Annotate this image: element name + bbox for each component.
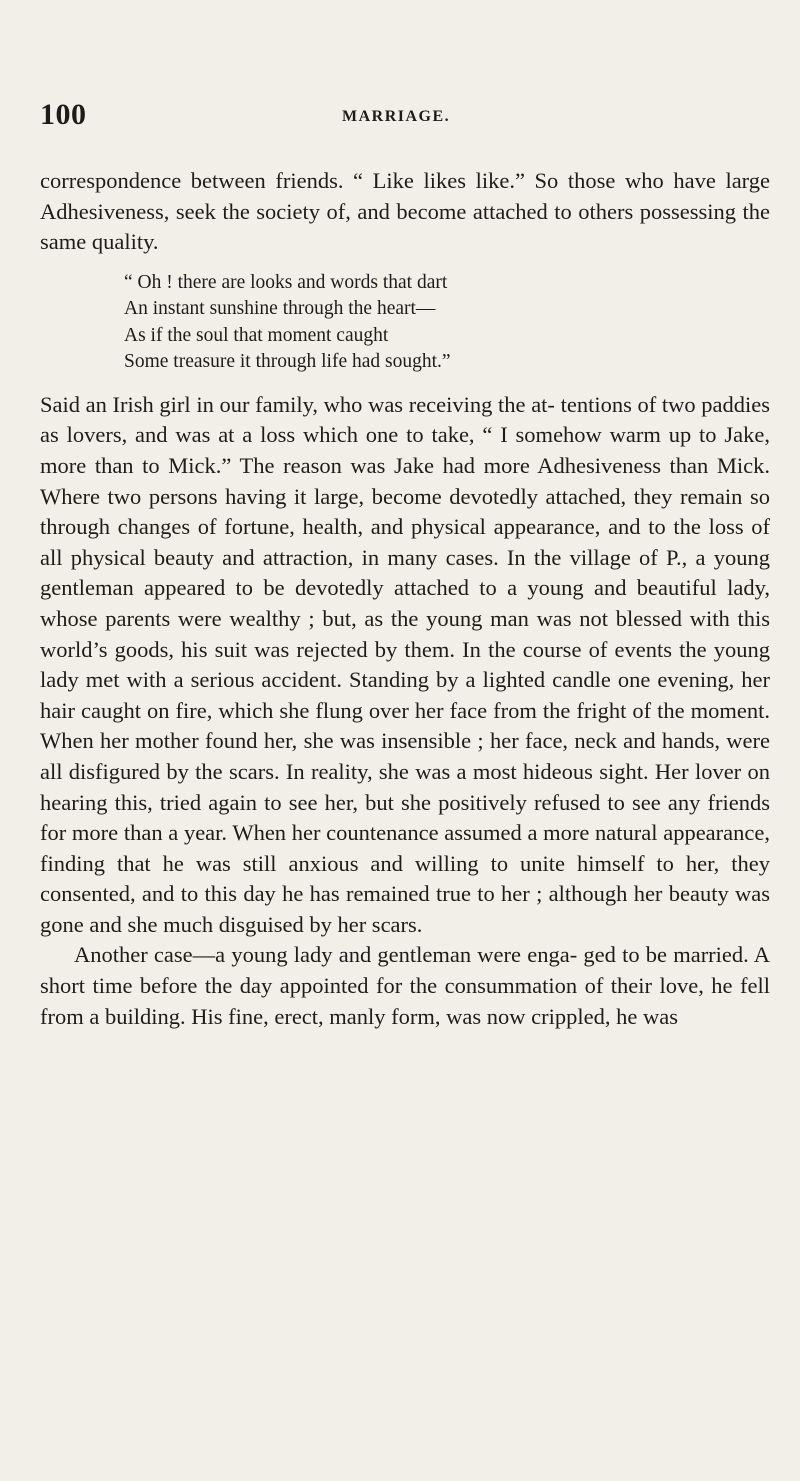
page-header	[40, 98, 740, 138]
verse-line-1: “ Oh ! there are looks and words that dart	[124, 271, 448, 293]
verse-line-2: An instant sunshine through the heart—	[124, 298, 436, 320]
verse-line-4: Some treasure it through life had sought.”	[124, 351, 451, 373]
page-number: 100	[40, 98, 87, 131]
running-head: MARRIAGE.	[342, 108, 451, 125]
paragraph-2: Said an Irish girl in our family, who was receiving the at- tentions of two paddies as lovers, and was at a loss which one to take, “ I somehow warm up to Jake, more than to Mick.” The reason was Jake had more Adhesiveness than Mick. Where two persons having it large, become devotedly attached, they remain so through changes of fortune, health, and physical appearance, and to the loss of all physical beauty and attraction, in many cases. In the village of P., a young gentleman appeared to be devotedly attached to a young and beautiful lady, whose parents were wealthy ; but, as the young man was not blessed with this world’s goods, his suit was rejected by them. In the course of events the young lady met with a serious accident. Standing by a lighted candle one evening, her hair caught on fire, which she flung over her face from the fright of the moment. When her mother found her, she was insensible ; her face, neck and hands, were all disfigured by the scars. In reality, she was a most hideous sight. Her lover on hearing this, tried again to see her, but she positively refused to see any friends for more than a year. When her countenance assumed a more natural appearance, finding that he was still anxious and willing to unite himself to her, they consented, and to this day he has remained true to her ; although her beauty was gone and she much disguised by her scars.	[40, 391, 770, 937]
paragraph-3: Another case—a young lady and gentleman were enga- ged to be married. A short time before the day appointed for the consummation of their love, he fell from a building. His fine, erect, manly form, was now crippled, he was	[40, 942, 770, 1029]
verse-quotation	[124, 270, 770, 376]
body-text	[40, 166, 770, 1032]
paragraph-1: correspondence between friends. “ Like likes like.” So those who have large Adhesiveness, seek the society of, and become attached to others possessing the same quality.	[40, 168, 770, 255]
verse-line-3: As if the soul that moment caught	[124, 324, 389, 346]
